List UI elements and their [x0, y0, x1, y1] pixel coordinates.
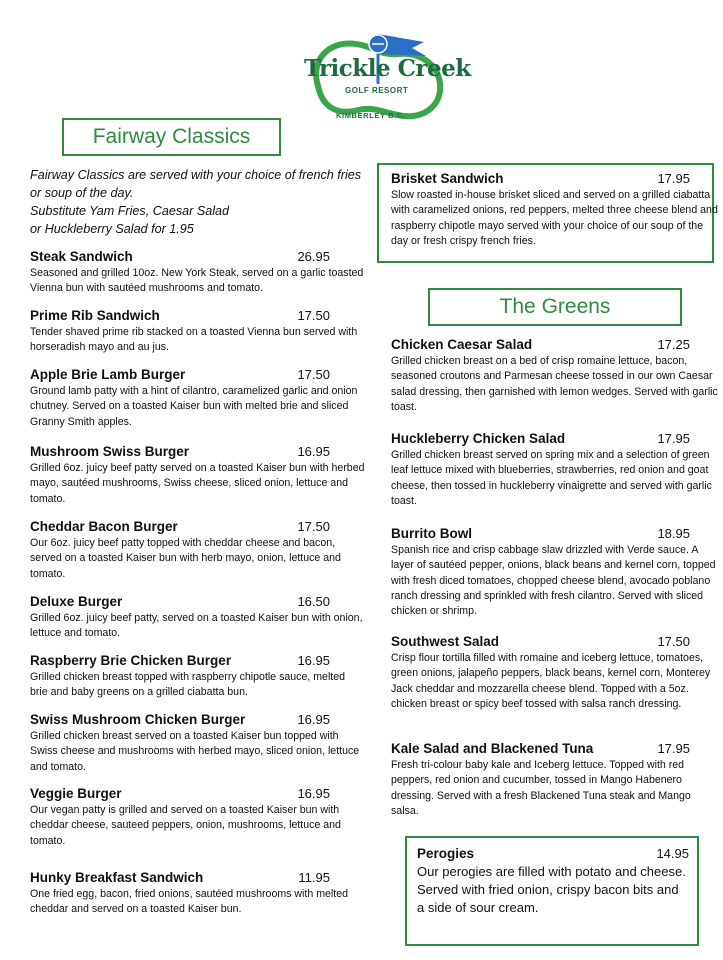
item-name: Chicken Caesar Salad	[391, 337, 533, 352]
item-name: Burrito Bowl	[391, 526, 472, 541]
logo-name: Trickle Creek	[304, 55, 471, 82]
item-price: 18.95	[657, 526, 690, 541]
item-price: 14.95	[656, 846, 689, 861]
item-name: Huckleberry Chicken Salad	[391, 431, 566, 446]
item-description: Our 6oz. juicy beef patty topped with cheddar cheese and bacon, served on a toasted Kaiser bun with herb mayo, onion, lettuce and tomato.	[30, 537, 341, 580]
menu-item-deluxe-burger	[30, 594, 363, 642]
item-price: 16.50	[297, 594, 330, 609]
logo-subtitle: GOLF RESORT	[345, 86, 409, 95]
menu-item-southwest-salad	[391, 634, 711, 712]
item-name: Veggie Burger	[30, 786, 122, 801]
menu-item-apple-brie-lamb-burger	[30, 367, 358, 430]
item-description: Fresh tri-colour baby kale and Iceberg lettuce. Topped with red peppers, red onion and cucumber, tossed in Mango Habenero dressing. Served with a fresh Blackened Tuna steak and Mango salsa.	[391, 759, 691, 817]
intro-line: Fairway Classics are served with your choice of french fries	[30, 168, 362, 182]
menu-item-cheddar-bacon-burger	[30, 519, 341, 582]
item-description: Crisp flour tortilla filled with romaine and iceberg lettuce, tomatoes, green onions, jalapeño peppers, black beans, kernel corn, Monterey Jack cheddar and mozzarella cheese blend. Topped with a 5oz. chicken breast or spicy beef tossed with salsa ranch dressing.	[391, 652, 711, 710]
the-greens-title: The Greens	[428, 288, 682, 326]
menu-item-kale-salad-blackened-tuna	[391, 741, 690, 819]
item-name: Cheddar Bacon Burger	[30, 519, 178, 534]
item-description: Grilled 6oz. juicy beef patty served on a toasted Kaiser bun with herbed mayo, sautéed mushrooms, Swiss cheese, sliced onion, lettuce and tomato.	[30, 462, 365, 505]
item-description: Grilled 6oz. juicy beef patty, served on a toasted Kaiser bun with onion, lettuce and tomato.	[30, 612, 363, 640]
menu-item-veggie-burger	[30, 786, 341, 849]
item-description: Tender shaved prime rib stacked on a toasted Vienna bun served with horseradish mayo and au jus.	[30, 326, 358, 354]
item-name: Raspberry Brie Chicken Burger	[30, 653, 232, 668]
item-description: Grilled chicken breast topped with raspberry chipotle sauce, melted brie and baby greens on a grilled ciabatta bun.	[30, 671, 346, 699]
item-price: 16.95	[297, 786, 330, 801]
item-price: 17.95	[657, 741, 690, 756]
fairway-classics-title: Fairway Classics	[62, 118, 281, 156]
menu-item-raspberry-brie-chicken-burger	[30, 653, 346, 701]
item-description: Spanish rice and crisp cabbage slaw drizzled with Verde sauce. A layer of sautéed pepper, onions, black beans and kernel corn, topped with fresh diced tomatoes, chopped cheese blend, avocado poblano ranch dressing and sprinkled with fresh cilantro. Served with sliced chicken or shrimp.	[391, 544, 716, 618]
menu-item-chicken-caesar-salad	[391, 337, 718, 415]
item-description: One fried egg, bacon, fried onions, sautéed mushrooms with melted cheddar and served on a toasted Kaiser bun.	[30, 888, 348, 916]
item-name: Mushroom Swiss Burger	[30, 444, 190, 459]
intro-line: or soup of the day.	[30, 186, 134, 200]
menu-item-brisket-sandwich	[391, 171, 718, 249]
item-name: Southwest Salad	[391, 634, 500, 649]
intro-line: or Huckleberry Salad for 1.95	[30, 222, 194, 236]
item-description: Grilled chicken breast on a bed of crisp romaine lettuce, bacon, seasoned croutons and Parmesan cheese tossed in our own Caesar salad dressing, then garnished with lemon wedges. Served with garlic toast.	[391, 355, 718, 413]
item-price: 16.95	[297, 712, 330, 727]
menu-item-hunky-breakfast-sandwich	[30, 870, 348, 918]
menu-item-huckleberry-chicken-salad	[391, 431, 712, 509]
menu-item-swiss-mushroom-chicken-burger	[30, 712, 360, 775]
item-name: Swiss Mushroom Chicken Burger	[30, 712, 246, 727]
intro-line: Substitute Yam Fries, Caesar Salad	[30, 204, 230, 218]
item-description: Grilled chicken breast served on a toasted Kaiser bun topped with Swiss cheese and mushrooms with herbed mayo, sliced onion, lettuce and tomato.	[30, 730, 360, 773]
menu-item-prime-rib-sandwich	[30, 308, 358, 356]
item-name: Hunky Breakfast Sandwich	[30, 870, 204, 885]
item-price: 17.50	[297, 519, 330, 534]
item-price: 17.95	[657, 431, 690, 446]
item-price: 17.50	[297, 308, 330, 323]
item-price: 16.95	[297, 444, 330, 459]
item-name: Steak Sandwich	[30, 249, 133, 264]
item-price: 16.95	[297, 653, 330, 668]
item-name: Kale Salad and Blackened Tuna	[391, 741, 594, 756]
item-description: Grilled chicken breast served on spring mix and a selection of green leaf lettuce mixed with blueberries, strawberries, red onion and goat cheese, then tossed in huckleberry vinaigrette and served with garlic toast.	[391, 449, 712, 507]
item-description: Seasoned and grilled 10oz. New York Steak, served on a garlic toasted Vienna bun with sautéed mushrooms and tomato.	[30, 267, 364, 295]
item-price: 17.50	[657, 634, 690, 649]
item-name: Brisket Sandwich	[391, 171, 504, 186]
item-description: Ground lamb patty with a hint of cilantro, caramelized garlic and onion chutney. Served on a toasted Kaiser bun with melted brie and sliced Granny Smith apples.	[30, 385, 358, 428]
item-description: Our vegan patty is grilled and served on a toasted Kaiser bun with cheddar cheese, sauteed peppers, onion, mushrooms, lettuce and tomato.	[30, 804, 341, 847]
item-price: 26.95	[297, 249, 330, 264]
item-description: Slow roasted in-house brisket sliced and served on a grilled ciabatta with caramelized onions, red peppers, melted three cheese blend and raspberry chipotle mayo served with your choice of our soup of the day or fresh crispy french fries.	[391, 189, 718, 247]
menu-item-burrito-bowl	[391, 526, 716, 619]
item-price: 17.25	[657, 337, 690, 352]
item-price: 11.95	[298, 870, 330, 885]
item-price: 17.50	[297, 367, 330, 382]
menu-item-perogies	[417, 846, 689, 917]
item-price: 17.95	[657, 171, 690, 186]
item-description: Our perogies are filled with potato and cheese. Served with fried onion, crispy bacon bits and a side of sour cream.	[417, 864, 686, 915]
item-name: Prime Rib Sandwich	[30, 308, 160, 323]
item-name: Apple Brie Lamb Burger	[30, 367, 186, 382]
logo-location: KIMBERLEY B.C.	[336, 111, 406, 120]
menu-item-mushroom-swiss-burger	[30, 444, 365, 507]
menu-item-steak-sandwich	[30, 249, 364, 297]
fairway-intro	[30, 166, 370, 238]
item-name: Deluxe Burger	[30, 594, 123, 609]
item-name: Perogies	[417, 846, 475, 861]
